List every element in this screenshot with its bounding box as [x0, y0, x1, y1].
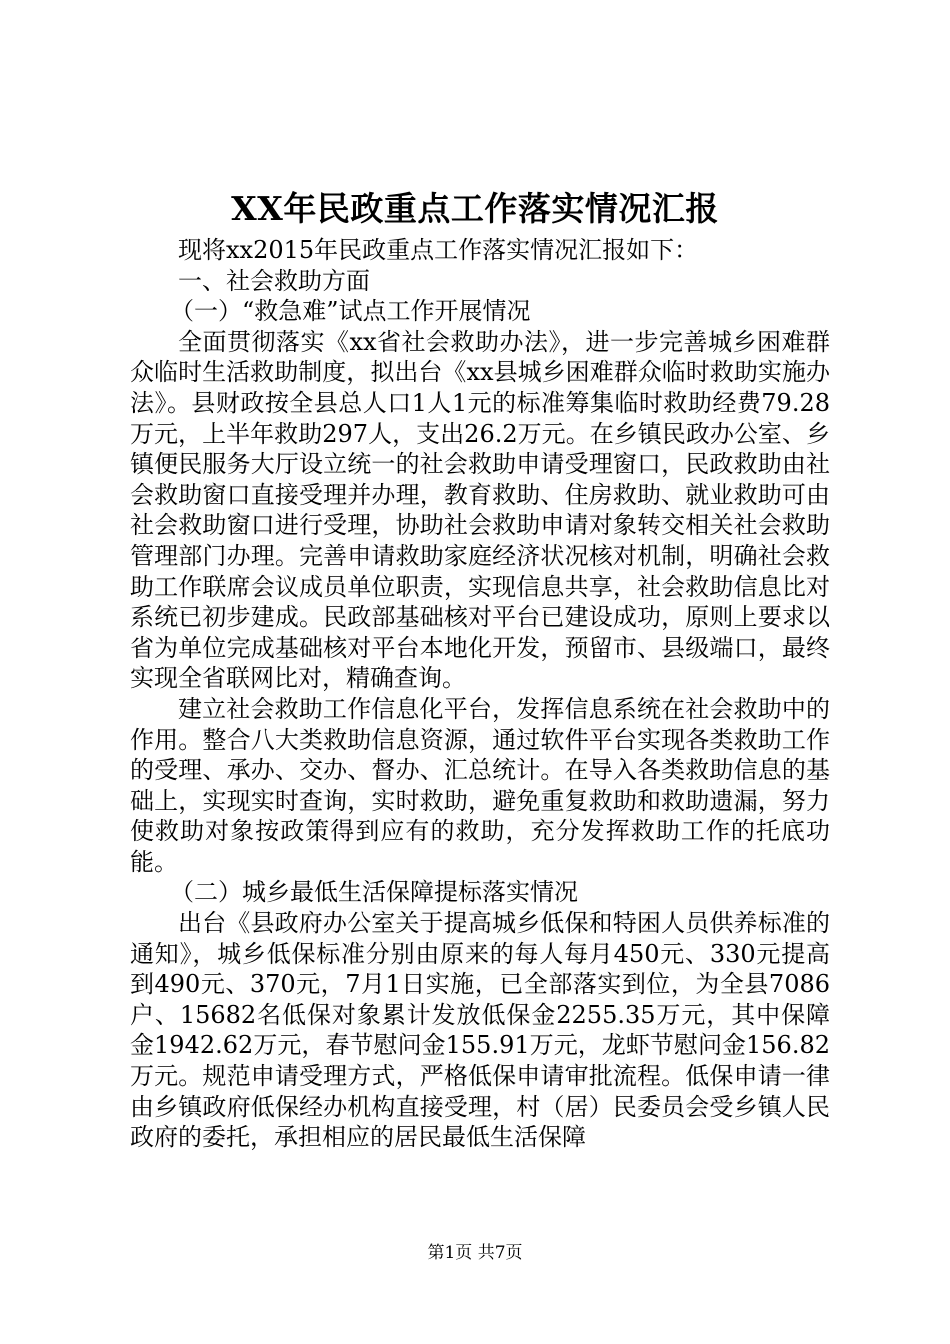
document-title: XX年民政重点工作落实情况汇报 [231, 189, 719, 228]
body-paragraph: 出台《县政府办公室关于提高城乡低保和特困人员供养标准的通知》，城乡低保标准分别由原来的每人每月450元、330元提高到490元、370元，7月1日实施，已全部落实到位，为全县7086户、15682名低保对象累计发放低保金2255.35万元，其中保障金1942.62万元，春节慰问金155.91万元，龙虾节慰问金156.82万元。规范申请受理方式，严格低保申请审批流程。低保申请一律由乡镇政府低保经办机构直接受理，村（居）民委员会受乡镇人民政府的委托，承担相应的居民最低生活保障 [130, 909, 830, 1152]
body-paragraph: 全面贯彻落实《xx省社会救助办法》，进一步完善城乡困难群众临时生活救助制度，拟出台《xx县城乡困难群众临时救助实施办法》。县财政按全县总人口1人1元的标准筹集临时救助经费79.28万元，上半年救助297人，支出26.2万元。在乡镇民政办公室、乡镇便民服务大厅设立统一的社会救助申请受理窗口，民政救助由社会救助窗口直接受理并办理，教育救助、住房救助、就业救助可由社会救助窗口进行受理，协助社会救助申请对象转交相关社会救助管理部门办理。完善申请救助家庭经济状况核对机制，明确社会救助工作联席会议成员单位职责，实现信息共享，社会救助信息比对系统已初步建成。民政部基础核对平台已建设成功，原则上要求以省为单位完成基础核对平台本地化开发，预留市、县级端口，最终实现全省联网比对，精确查询。 [130, 327, 830, 693]
subsection-heading-emergency-aid: （一）“救急难”试点工作开展情况 [170, 297, 531, 326]
document-body [130, 235, 830, 1153]
intro-paragraph: 现将xx2015年民政重点工作落实情况汇报如下： [178, 236, 699, 264]
section-heading-social-assistance: 一、社会救助方面 [178, 266, 370, 295]
body-paragraph: 建立社会救助工作信息化平台，发挥信息系统在社会救助中的作用。整合八大类救助信息资源，通过软件平台实现各类救助工作的受理、承办、交办、督办、汇总统计。在导入各类救助信息的基础上，实现实时查询，实时救助，避免重复救助和救助遗漏，努力使救助对象按政策得到应有的救助，充分发挥救助工作的托底功能。 [130, 694, 830, 876]
subsection-heading-minimum-living: （二）城乡最低生活保障提标落实情况 [170, 878, 578, 907]
page-number: 第1页 共7页 [427, 1243, 523, 1263]
